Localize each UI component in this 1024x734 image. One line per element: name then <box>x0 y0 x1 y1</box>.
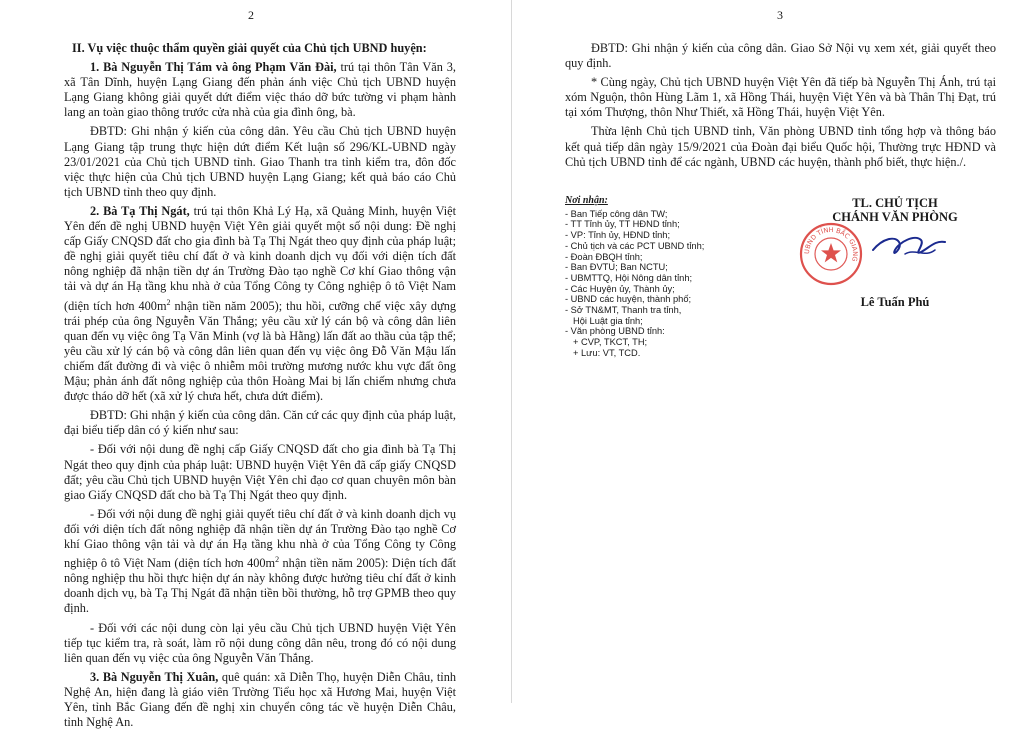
recipients-block <box>565 196 775 359</box>
additional-note: * Cùng ngày, Chủ tịch UBND huyện Việt Yên đã tiếp bà Nguyễn Thị Ánh, trú tại xóm Nguộn, thôn Hùng Lãm 1, xã Hồng Thái, huyện Việt Yên và bà Thân Thị Đạt, trú tại xóm Thượng, thôn Như Thiết, xã Hồng Thái, huyện Việt Yên. <box>565 75 996 120</box>
case-2-point-2-a: - Đối với nội dung đề nghị giải quyết tiêu chí đất ở và kinh doanh dịch vụ đối với diện tích đất nông nghiệp đã nhận tiền dự án Trường Đào tạo nghề Cơ khí Giao thông vận tải và dự án Hạ tầng khu nhà ở của Tổng Công ty Công nghiệp ô tô Việt Nam (diện tích hơn 400m <box>64 506 456 571</box>
handwritten-signature <box>865 228 955 268</box>
page-divider <box>511 0 512 703</box>
case-3-text: quê quán: xã Diễn Thọ, huyện Diễn Châu, tỉnh Nghệ An, hiện đang là giáo viên Trường Tiểu học xã Hương Mai, huyện Việt Yên, tỉnh Bắc Giang đến đề nghị xin chuyển công tác về huyện Diễn Châu, tỉnh Nghệ An. <box>64 669 456 730</box>
case-3-response: ĐBTD: Ghi nhận ý kiến của công dân. Giao Sở Nội vụ xem xét, giải quyết theo quy định. <box>565 41 996 71</box>
signature-title-1: TL. CHỦ TỊCH <box>852 196 938 210</box>
recipient-item: - Chủ tịch và các PCT UBND tỉnh; <box>565 240 705 251</box>
recipient-item: - Đoàn ĐBQH tỉnh; <box>565 251 643 262</box>
case-2-point-2 <box>64 507 456 617</box>
page-left <box>0 0 510 730</box>
signer-name: Lê Tuấn Phú <box>860 295 930 309</box>
case-2-point-1: - Đối với nội dung đề nghị cấp Giấy CNQSD đất cho gia đình bà Tạ Thị Ngát theo quy định của pháp luật: UBND huyện Việt Yên đã cấp giấy CNQSD đất; yêu cầu Chủ tịch UBND huyện Việt Yên chỉ đạo cơ quan chuyên môn bàn giao Giấy CNQSD đất cho bà Tạ Thị Ngát theo quy định. <box>64 442 456 502</box>
closing-paragraph: Thừa lệnh Chủ tịch UBND tỉnh, Văn phòng UBND tỉnh tổng hợp và thông báo kết quả tiếp dân ngày 15/9/2021 của Đoàn đại biểu Quốc hội, Thường trực HĐND và Chủ tịch UBND tỉnh để các ngành, UBND các huyện, thành phố biết, thực hiện./. <box>565 124 996 169</box>
page-number: 2 <box>248 8 254 22</box>
case-2-name: 2. Bà Tạ Thị Ngát, <box>90 203 190 218</box>
page-left-body <box>64 41 456 734</box>
case-3 <box>64 670 456 730</box>
signature-block <box>795 196 995 309</box>
case-2-point-3: - Đối với các nội dung còn lại yêu cầu Chủ tịch UBND huyện Việt Yên tiếp tục kiểm tra, rà soát, làm rõ nội dung công dân nêu, trong đó có nội dung liên quan đến vụ việc của ông Nguyễn Văn Thắng. <box>64 620 456 665</box>
case-2-text-b: nhận tiền năm 2005); thu hồi, cưỡng chế việc xây dựng trái phép của ông Nguyễn Văn Thắng; yêu cầu xử lý cán bộ và công dân liên quan đến vụ việc ông Tạ Văn Minh (vợ là bà Hằng) lấn đất ao thầu của tập thể; yêu cầu xử lý cán bộ và công dân liên quan đến vụ việc ông Đỗ Văn Mậu lấn chiếm đất đường đi và việc ô nhiễm môi trường mương nước khu vực đất ông Mậu; phản ánh đất nông nghiệp của thôn Hoàng Mai bị lấn chiếm nhưng chưa được tháo dỡ hết (xã xử lý chưa hết, chưa dứt điểm). <box>64 298 456 404</box>
recipients-title: Nơi nhận: <box>565 195 608 206</box>
page-right <box>515 0 1024 703</box>
superscript: 2 <box>275 555 280 565</box>
recipient-item: Hội Luật gia tỉnh; <box>573 315 643 326</box>
recipient-item: - Các Huyện ủy, Thành ủy; <box>565 283 675 294</box>
page-right-body <box>565 41 996 174</box>
section-heading: II. Vụ việc thuộc thẩm quyền giải quyết của Chủ tịch UBND huyện: <box>72 41 427 55</box>
case-2 <box>64 204 456 404</box>
seal-text: UBND TỈNH BẮC GIANG <box>802 225 860 263</box>
case-2-response-intro: ĐBTD: Ghi nhận ý kiến của công dân. Căn cứ các quy định của pháp luật, đại biểu tiếp dân có ý kiến như sau: <box>64 408 456 438</box>
case-2-point-2-b: nhận tiền năm 2005): Diện tích đất nông nghiệp thu hồi thực hiện dự án này không được hưởng tiêu chí đất ở kinh doanh dịch vụ, bà Tạ Thị Ngát đã nhận tiền bồi thường, hỗ trợ GPMB theo quy định. <box>64 556 456 616</box>
recipient-item: - Ban ĐVTU; Ban NCTU; <box>565 262 668 273</box>
official-seal <box>799 222 863 286</box>
case-1-response: ĐBTD: Ghi nhận ý kiến của công dân. Yêu cầu Chủ tịch UBND huyện Lạng Giang tập trung thực hiện dứt điểm Kết luận số 296/KL-UBND ngày 23/01/2021 của Chủ tịch UBND tỉnh. Giao Thanh tra tỉnh kiểm tra, đôn đốc việc thực hiện của Chủ tịch UBND huyện Lạng Giang; kết quả báo cáo Chủ tịch UBND tỉnh theo quy định. <box>64 124 456 199</box>
recipient-item: - TT Tỉnh ủy, TT HĐND tỉnh; <box>565 219 680 230</box>
case-1-name: 1. Bà Nguyễn Thị Tám và ông Phạm Văn Đài, <box>90 60 337 75</box>
case-1 <box>64 60 456 120</box>
recipient-item: - VP: Tỉnh ủy, HĐND tỉnh; <box>565 230 671 241</box>
recipient-item: + Lưu: VT, TCD. <box>573 347 641 358</box>
case-2-text-a: trú tại thôn Khả Lý Hạ, xã Quảng Minh, huyện Việt Yên đến đề nghị UBND huyện Việt Yên giải quyết một số nội dung: Đề nghị cấp Giấy CNQSD đất cho gia đình bà Tạ Thị Ngát theo quy định của pháp luật; đề nghị giải quyết tiêu chí đất ở và kinh doanh dịch vụ đối với diện tích đất nông nghiệp đã nhận tiền dự án Trường Đào tạo nghề Cơ khí Giao thông vận tải và dự án Hạ tầng khu nhà ở của Tổng Công ty Công nghiệp ô tô Việt Nam (diện tích hơn 400m <box>64 203 456 313</box>
recipient-item: + CVP, TKCT, TH; <box>573 337 648 348</box>
recipient-item: - Văn phòng UBND tỉnh: <box>565 326 665 337</box>
recipient-item: - Sở TN&MT, Thanh tra tỉnh, <box>565 305 682 316</box>
recipient-item: - UBMTTQ, Hội Nông dân tỉnh; <box>565 272 693 283</box>
page-number: 3 <box>777 8 783 22</box>
recipient-item: - Ban Tiếp công dân TW; <box>565 208 668 219</box>
signature-title-2: CHÁNH VĂN PHÒNG <box>832 210 958 224</box>
case-3-name: 3. Bà Nguyễn Thị Xuân, <box>90 669 219 684</box>
case-1-text: trú tại thôn Tân Văn 3, xã Tân Dĩnh, huyện Lạng Giang đến phản ánh việc Chủ tịch UBND huyện Lạng Giang không giải quyết dứt điểm việc tháo dỡ bức tường vi phạm hành lang an toàn giao thông trước cửa nhà của gia đình ông, bà. <box>64 60 456 120</box>
recipient-item: - UBND các huyện, thành phố; <box>565 294 692 305</box>
superscript: 2 <box>166 297 171 307</box>
